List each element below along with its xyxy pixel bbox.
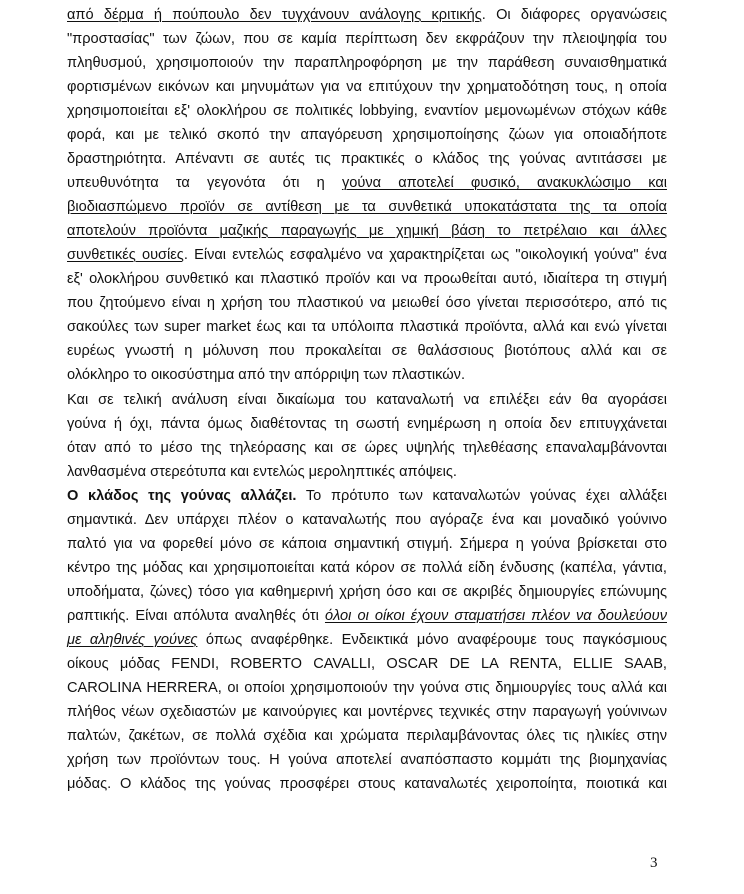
text-line — [67, 604, 667, 628]
text-segment: γούνα ή όχι, πάντα όμως διαθέτοντας τη σωστή ενημέρωση η οποία δεν επιτυγχάνεται — [67, 416, 667, 432]
text-segment: υποδήματα, ζώνες) τόσο για καθημερινή χρήση όσο και σε ακριβές δημιουργίες επώνυμης — [67, 584, 667, 600]
text-line — [67, 195, 667, 219]
text-line — [67, 27, 667, 51]
text-segment: όταν από το μέσο της τηλεόρασης και σε ώρες υψηλής τηλεθέασης επαναλαμβάνονται — [67, 440, 667, 456]
text-line — [67, 436, 667, 460]
text-segment: φορτισμένων εικόνων και μηνυμάτων για να επιτύχουν την χρηματοδότηση τους, η οποία — [67, 79, 667, 95]
text-segment: μόδας. Ο κλάδος της γούνας προσφέρει στους καταναλωτές χειροποίητα, ποιοτικά και — [67, 776, 667, 792]
text-line — [67, 676, 667, 700]
text-segment: υπευθυνότητα τα γεγονότα ότι η — [67, 175, 342, 191]
text-line — [67, 412, 667, 436]
text-line — [67, 388, 667, 412]
text-line — [67, 291, 667, 315]
text-segment: παλτό για να φορεθεί μόνο σε κάποια σημαντική στιγμή. Σήμερα η γούνα βρίσκεται στο — [67, 536, 667, 552]
emphasized-text: συνθετικές ουσίες — [67, 247, 184, 263]
text-line — [67, 99, 667, 123]
text-segment: οίκους μόδας FENDI, ROBERTO CAVALLI, OSCAR DE LA RENTA, ELLIE SAAB, — [67, 656, 667, 672]
text-segment: χρήση των προϊόντων τους. Η γούνα αποτελεί αναπόσπαστο κομμάτι της βιομηχανίας — [67, 752, 667, 768]
emphasized-text: αποτελούν προϊόντα μαζικής παραγωγής με χημική βάση το πετρέλαιο και άλλες — [67, 223, 667, 239]
text-segment: . Οι διάφορες οργανώσεις — [481, 7, 668, 23]
text-line — [67, 123, 667, 147]
text-line — [67, 3, 667, 27]
text-line — [67, 339, 667, 363]
text-segment: ολόκληρο το οικοσύστημα από την απόρριψη των πλαστικών. — [67, 367, 466, 383]
text-segment: κέντρο της μόδας και χρησιμοποιείται κατά κόρον σε πολλά είδη ένδυσης (καπέλα, γάντια, — [67, 560, 667, 576]
text-line — [67, 363, 667, 387]
text-line — [67, 460, 667, 484]
text-segment: . Είναι εντελώς εσφαλμένο να χαρακτηρίζεται ως "οικολογική γούνα" ένα — [183, 247, 667, 263]
text-line — [67, 219, 667, 243]
text-segment: ευρέως γνωστή η μόλυνση που προκαλείται σε θαλάσσιους βιοτόπους αλλά και σε — [67, 343, 667, 359]
text-segment: εξ' ολοκλήρου συνθετικό και πλαστικό προϊόν και να προωθείται αυτό, ιδιαίτερα τη στιγμή — [67, 271, 667, 287]
text-line — [67, 508, 667, 532]
text-segment: Και σε τελική ανάλυση είναι δικαίωμα του καταναλωτή να επιλέξει εάν θα αγοράσει — [67, 392, 667, 408]
text-line — [67, 484, 667, 508]
page-number: 3 — [650, 855, 658, 871]
text-segment: λανθασμένα στερεότυπα και εντελώς μεροληπτικές απόψεις. — [67, 464, 457, 480]
text-segment: "προστασίας" των ζώων, που σε καμία περίπτωση δεν εκφράζουν την πλειοψηφία του — [67, 31, 667, 47]
bold-heading-text: Ο κλάδος της γούνας αλλάζει. — [67, 488, 297, 504]
text-line — [67, 628, 667, 652]
text-segment: ραπτικής. Είναι απόλυτα αναληθές ότι — [67, 608, 325, 624]
text-line — [67, 267, 667, 291]
text-line — [67, 580, 667, 604]
text-segment: πλήθος νέων σχεδιαστών με καινούργιες και μοντέρνες τεχνικές στην παραγωγή γούνινων — [67, 704, 667, 720]
text-line — [67, 772, 667, 796]
text-segment: δραστηριότητα. Απέναντι σε αυτές τις πρακτικές ο κλάδος της γούνας αντιτάσσει με — [67, 151, 667, 167]
text-line — [67, 556, 667, 580]
emphasized-text: γούνα αποτελεί φυσικό, ανακυκλώσιμο και — [341, 175, 667, 191]
text-line — [67, 652, 667, 676]
text-line — [67, 700, 667, 724]
text-line — [67, 532, 667, 556]
text-line — [67, 748, 667, 772]
text-segment: που ζητούμενο είναι η χρήση του πλαστικού να μειωθεί όσο γίνεται περισσότερο, από τις — [67, 295, 667, 311]
text-segment: Το πρότυπο των καταναλωτών γούνας έχει αλλάξει — [296, 488, 667, 504]
text-line — [67, 724, 667, 748]
emphasized-text: με αληθινές γούνες — [67, 632, 198, 648]
text-line — [67, 75, 667, 99]
text-line — [67, 243, 667, 267]
text-line — [67, 171, 667, 195]
text-line — [67, 147, 667, 171]
text-segment: σημαντικά. Δεν υπάρχει πλέον ο καταναλωτής που αγόραζε ένα και μοναδικό γούνινο — [67, 512, 667, 528]
text-segment: όπως αναφέρθηκε. Ενδεικτικά μόνο αναφέρουμε τους παγκόσμιους — [197, 632, 667, 648]
text-segment: σακούλες των super market έως και τα υπόλοιπα πλαστικά προϊόντα, αλλά και ενώ γίνεται — [67, 319, 667, 335]
text-segment: χρησιμοποιείται εξ' ολοκλήρου σε πολιτικές lobbying, εναντίον μεμονωμένων στόχων κάθε — [67, 103, 667, 119]
emphasized-text: από δέρμα ή πούπουλο δεν τυγχάνουν ανάλογης κριτικής — [67, 7, 482, 23]
emphasized-text: βιοδιασπώμενο προϊόν σε αντίθεση με τα συνθετικά υποκατάστατα της τα οποία — [67, 199, 667, 215]
text-segment: CAROLINA HERRERA, οι οποίοι χρησιμοποιούν την γούνα στις δημιουργίες τους αλλά και — [67, 680, 667, 696]
text-segment: φορά, και με τελικό σκοπό την απαγόρευση χρησιμοποίησης ζώων για οποιαδήποτε — [67, 127, 667, 143]
text-segment: πληθυσμού, χρησιμοποιούν την παραπληροφόρηση με την παράθεση συναισθηματικά — [67, 55, 667, 71]
text-segment: παλτών, ζακέτων, σε πολλά σχέδια και χρώματα περιλαμβάνοντας όλες τις ηλικίες στην — [67, 728, 667, 744]
text-line — [67, 315, 667, 339]
emphasized-text: όλοι οι οίκοι έχουν σταματήσει πλέον να δουλεύουν — [324, 608, 667, 624]
text-line — [67, 51, 667, 75]
